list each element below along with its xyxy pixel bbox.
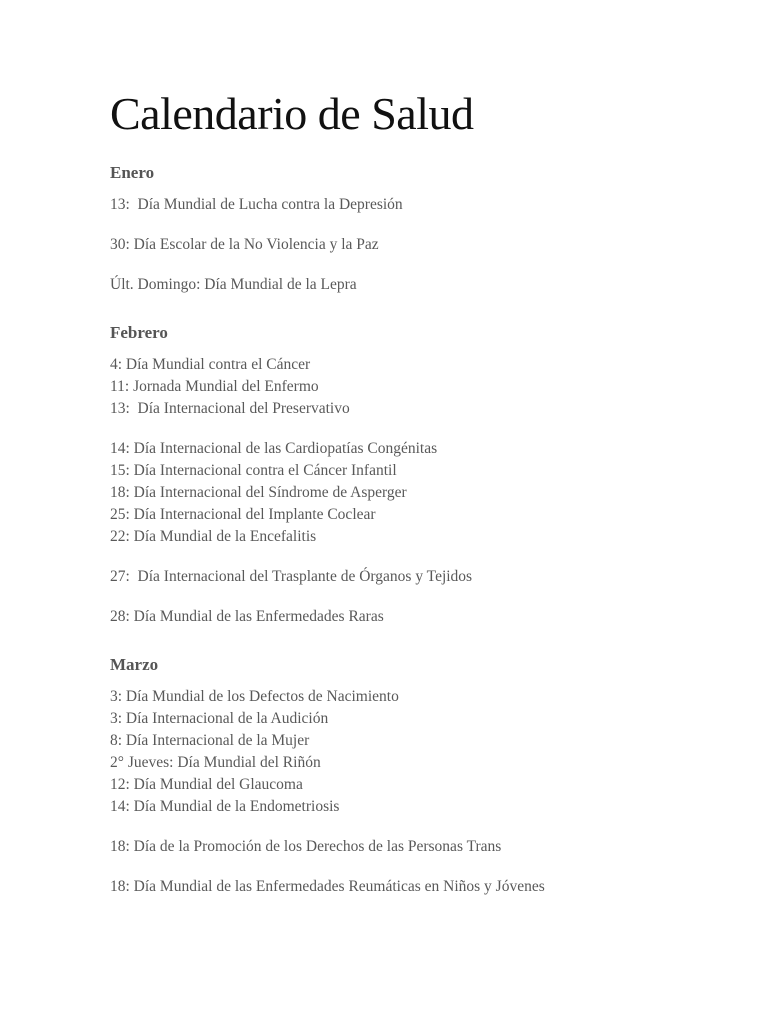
calendar-entry: 30: Día Escolar de la No Violencia y la Paz <box>110 236 379 253</box>
month-heading: Enero <box>110 163 155 182</box>
calendar-entry: 14: Día Internacional de las Cardiopatías Congénitas <box>110 440 438 457</box>
calendar-entry: 4: Día Mundial contra el Cáncer <box>110 356 311 373</box>
month-heading: Febrero <box>110 323 168 342</box>
calendar-entry: 8: Día Internacional de la Mujer <box>110 732 310 749</box>
calendar-entry: 13: Día Mundial de Lucha contra la Depresión <box>110 196 403 213</box>
page-title: Calendario de Salud <box>110 88 474 139</box>
entry-group <box>110 438 730 548</box>
entry-group <box>110 566 730 588</box>
calendar-entry: 22: Día Mundial de la Encefalitis <box>110 528 317 545</box>
calendar-entry: 27: Día Internacional del Trasplante de Órganos y Tejidos <box>110 568 473 585</box>
calendar-entry: 2° Jueves: Día Mundial del Riñón <box>110 754 321 771</box>
month-section-febrero <box>110 322 730 628</box>
calendar-entry: 14: Día Mundial de la Endometriosis <box>110 798 340 815</box>
document-page <box>110 84 730 898</box>
entry-group <box>110 836 730 858</box>
calendar-entry: 3: Día Internacional de la Audición <box>110 710 329 727</box>
calendar-entry: 3: Día Mundial de los Defectos de Nacimiento <box>110 688 399 705</box>
entry-group <box>110 876 730 898</box>
entry-group <box>110 234 730 256</box>
month-section-enero <box>110 162 730 296</box>
calendar-entry: 15: Día Internacional contra el Cáncer Infantil <box>110 462 397 479</box>
calendar-entry: Últ. Domingo: Día Mundial de la Lepra <box>110 276 357 293</box>
calendar-entry: 28: Día Mundial de las Enfermedades Raras <box>110 608 384 625</box>
entry-group <box>110 194 730 216</box>
entry-group <box>110 606 730 628</box>
calendar-entry: 11: Jornada Mundial del Enfermo <box>110 378 319 395</box>
entry-group <box>110 274 730 296</box>
entry-group <box>110 686 730 818</box>
month-section-marzo <box>110 654 730 898</box>
calendar-entry: 18: Día de la Promoción de los Derechos de las Personas Trans <box>110 838 502 855</box>
entry-group <box>110 354 730 420</box>
calendar-entry: 25: Día Internacional del Implante Coclear <box>110 506 376 523</box>
calendar-entry: 12: Día Mundial del Glaucoma <box>110 776 303 793</box>
calendar-entry: 18: Día Internacional del Síndrome de Asperger <box>110 484 407 501</box>
month-heading: Marzo <box>110 655 159 674</box>
calendar-entry: 18: Día Mundial de las Enfermedades Reumáticas en Niños y Jóvenes <box>110 878 545 895</box>
calendar-entry: 13: Día Internacional del Preservativo <box>110 400 350 417</box>
